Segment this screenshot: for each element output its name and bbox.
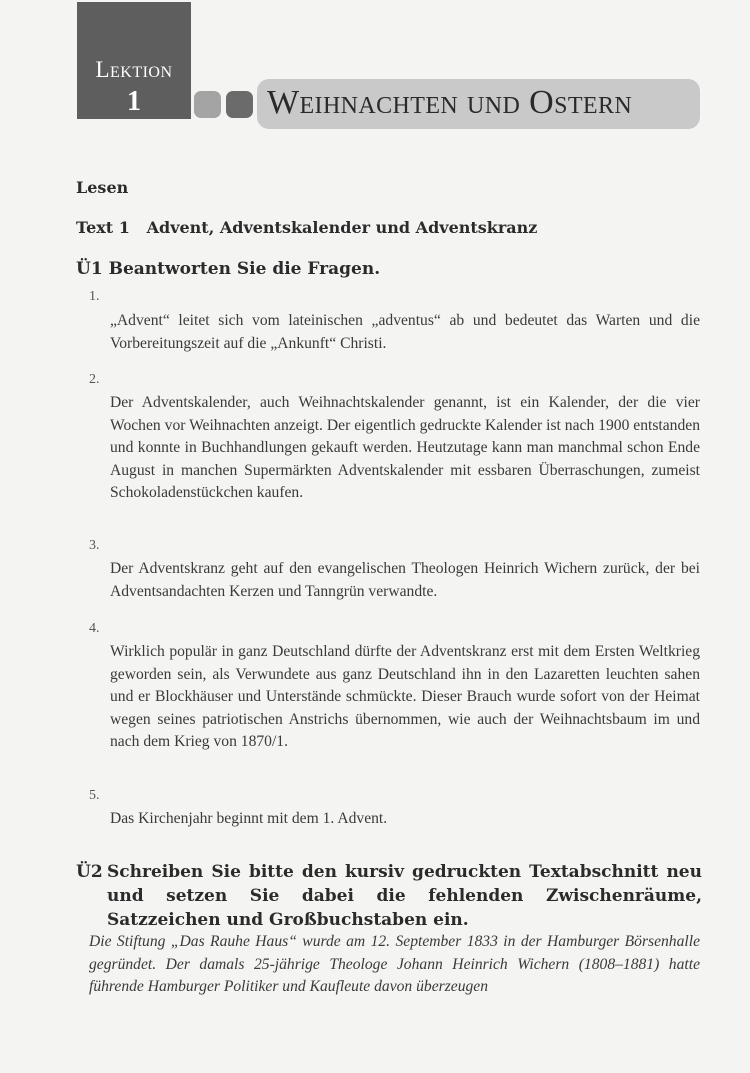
lektion-number: 1 <box>127 86 141 117</box>
item-text: Wirklich populär in ganz Deutschland dürfte der Adventskranz erst mit dem Ersten Weltkrieg geworden sein, als Verwundete aus ganz Deutschland ihn in den Lazaretten leuchten sahen und er Blockhäuser und Unterstände schmückte. Dieser Brauch wurde sofort von der Heimat wegen seines patriotischen Anstrichs übernommen, wie auch der Weihnachtsbaum im und nach dem Krieg von 1870/1. <box>110 643 700 750</box>
decorative-square-light <box>194 91 221 118</box>
exercise2-number: Ü2 <box>76 862 103 882</box>
item-text: Der Adventskalender, auch Weihnachtskalender genannt, ist ein Kalender, der die vier Wochen vor Weihnachten anzeigt. Der eigentlich gedruckte Kalender ist nach 1900 entstanden und konnte in Buchhandlungen gekauft werden. Heutzutage kann man manchmal schon Ende August in manchen Supermärkten Adventskalender mit essbaren Überraschungen, zumeist Schokoladenstückchen kaufen. <box>110 394 700 501</box>
item-text: Das Kirchenjahr beginnt mit dem 1. Advent. <box>110 810 388 827</box>
decorative-square-dark <box>226 91 253 118</box>
chapter-header <box>0 0 750 140</box>
item-number: 2. <box>89 372 100 387</box>
exercise2-text: Die Stiftung „Das Rauhe Haus“ wurde am 12. September 1833 in der Hamburger Börsenhalle gegründet. Der damals 25-jährige Theologe Johann Heinrich Wichern (1808–1881) hatte führende Hamburger Politiker und Kaufleute davon überzeugen <box>89 933 700 995</box>
item-number: 4. <box>89 621 100 636</box>
text-heading: Text 1 Advent, Adventskalender und Adventskranz <box>76 218 538 237</box>
exercise2-instruction: Schreiben Sie bitte den kursiv gedruckten Textabschnitt neu und setzen Sie dabei die fehlenden Zwischenräume, Satzzeichen und Großbuchstaben ein. <box>107 862 702 930</box>
item-text: „Advent“ leitet sich vom lateinischen „adventus“ ab und bedeutet das Warten und die Vorbereitungszeit auf die „Ankunft“ Christi. <box>110 312 700 352</box>
chapter-title-bar <box>257 79 700 129</box>
chapter-title: Weihnachten und Ostern <box>267 84 633 121</box>
lektion-label: Lektion <box>95 57 173 82</box>
exercise1-title: Ü1 Beantworten Sie die Fragen. <box>76 259 381 279</box>
section-heading: Lesen <box>76 178 129 197</box>
exercise2-title <box>76 860 702 932</box>
item-text: Der Adventskranz geht auf den evangelischen Theologen Heinrich Wichern zurück, der bei Adventsandachten Kerzen und Tanngrün verwandte. <box>110 560 700 600</box>
lektion-badge <box>77 2 191 119</box>
item-number: 3. <box>89 538 100 553</box>
item-number: 5. <box>89 788 100 803</box>
item-number: 1. <box>89 289 100 304</box>
